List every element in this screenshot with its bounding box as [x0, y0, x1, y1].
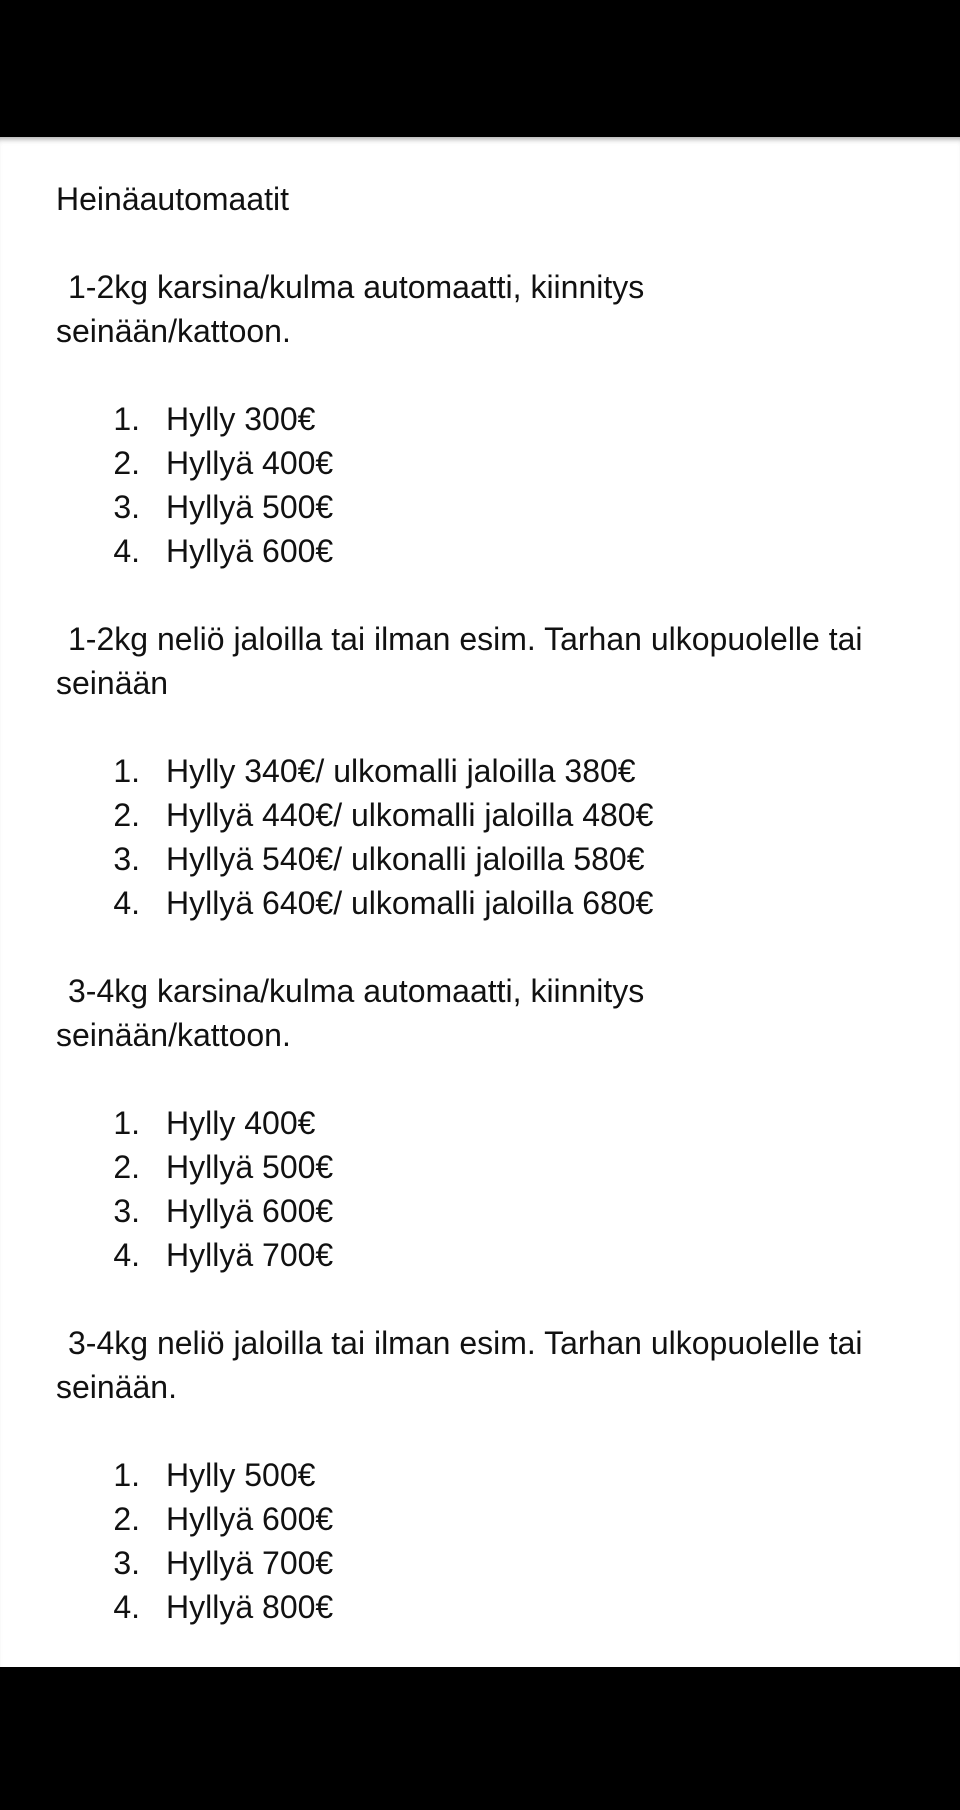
- item-number: 2.: [113, 797, 140, 833]
- section-heading-line1: 1-2kg neliö jaloilla tai ilman esim. Tarhan ulkopuolelle tai: [68, 621, 863, 657]
- section-4: [56, 1321, 916, 1629]
- list-item: [56, 1145, 916, 1189]
- item-number: 2.: [113, 1149, 140, 1185]
- item-number: 1.: [113, 753, 140, 789]
- item-text: Hyllyä 600€: [166, 1193, 334, 1229]
- item-text: Hyllyä 700€: [166, 1237, 334, 1273]
- section-heading: [56, 265, 916, 353]
- list-item: [56, 1453, 916, 1497]
- section-heading-line2: seinään/kattoon.: [56, 313, 291, 349]
- list-item: [56, 881, 916, 925]
- section-heading-line1: 3-4kg neliö jaloilla tai ilman esim. Tarhan ulkopuolelle tai: [68, 1325, 863, 1361]
- item-number: 1.: [113, 1457, 140, 1493]
- item-number: 1.: [113, 401, 140, 437]
- list-item: [56, 1189, 916, 1233]
- list-item: [56, 1101, 916, 1145]
- section-heading: [56, 969, 916, 1057]
- section-2: [56, 617, 916, 925]
- item-text: Hylly 400€: [166, 1105, 316, 1141]
- section-3: [56, 969, 916, 1277]
- item-text: Hyllyä 400€: [166, 445, 334, 481]
- section-heading-line1: 1-2kg karsina/kulma automaatti, kiinnitys: [68, 269, 645, 305]
- item-text: Hylly 500€: [166, 1457, 316, 1493]
- item-text: Hyllyä 600€: [166, 533, 334, 569]
- item-text: Hylly 300€: [166, 401, 316, 437]
- list-item: [56, 485, 916, 529]
- item-number: 3.: [113, 1193, 140, 1229]
- section-heading-line2: seinään.: [56, 1369, 177, 1405]
- list-item: [56, 1585, 916, 1629]
- item-number: 4.: [113, 1589, 140, 1625]
- item-number: 3.: [113, 489, 140, 525]
- bottom-black-bar: [0, 1667, 960, 1810]
- list-item: [56, 441, 916, 485]
- item-number: 3.: [113, 1545, 140, 1581]
- document-page: [0, 137, 960, 1667]
- section-heading: [56, 1321, 916, 1409]
- section-1: [56, 265, 916, 573]
- list-item: [56, 1541, 916, 1585]
- section-heading: [56, 617, 916, 705]
- list-item: [56, 837, 916, 881]
- item-text: Hyllyä 500€: [166, 1149, 334, 1185]
- item-text: Hylly 340€/ ulkomalli jaloilla 380€: [166, 753, 636, 789]
- item-text: Hyllyä 600€: [166, 1501, 334, 1537]
- price-list: [56, 1453, 916, 1629]
- item-number: 3.: [113, 841, 140, 877]
- item-number: 2.: [113, 445, 140, 481]
- top-black-bar: [0, 0, 960, 137]
- item-text: Hyllyä 700€: [166, 1545, 334, 1581]
- list-item: [56, 1233, 916, 1277]
- document-title: Heinäautomaatit: [56, 181, 290, 217]
- list-item: [56, 749, 916, 793]
- list-item: [56, 397, 916, 441]
- list-item: [56, 1497, 916, 1541]
- document-content: [56, 177, 916, 1673]
- price-list: [56, 1101, 916, 1277]
- item-text: Hyllyä 800€: [166, 1589, 334, 1625]
- item-number: 1.: [113, 1105, 140, 1141]
- item-text: Hyllyä 440€/ ulkomalli jaloilla 480€: [166, 797, 654, 833]
- item-text: Hyllyä 640€/ ulkomalli jaloilla 680€: [166, 885, 654, 921]
- price-list: [56, 397, 916, 573]
- section-heading-line2: seinään: [56, 665, 169, 701]
- section-heading-line2: seinään/kattoon.: [56, 1017, 291, 1053]
- item-number: 4.: [113, 885, 140, 921]
- price-list: [56, 749, 916, 925]
- item-number: 4.: [113, 1237, 140, 1273]
- list-item: [56, 529, 916, 573]
- item-number: 4.: [113, 533, 140, 569]
- section-heading-line1: 3-4kg karsina/kulma automaatti, kiinnitys: [68, 973, 645, 1009]
- item-text: Hyllyä 500€: [166, 489, 334, 525]
- item-number: 2.: [113, 1501, 140, 1537]
- list-item: [56, 793, 916, 837]
- item-text: Hyllyä 540€/ ulkonalli jaloilla 580€: [166, 841, 645, 877]
